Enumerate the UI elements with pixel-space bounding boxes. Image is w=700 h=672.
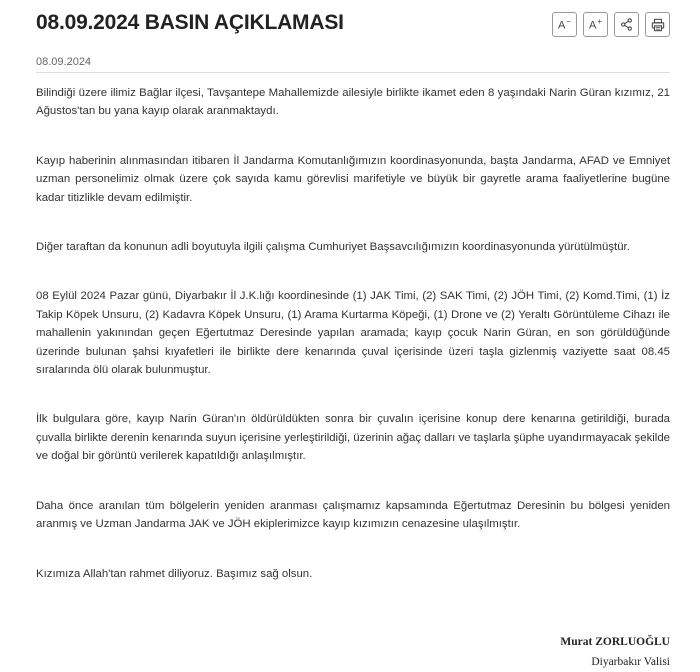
signature-name: Murat ZORLUOĞLU bbox=[560, 636, 670, 648]
signature-title: Diyarbakır Valisi bbox=[591, 656, 670, 668]
font-increase-icon: A+ bbox=[588, 17, 602, 32]
font-increase-button[interactable] bbox=[583, 12, 608, 37]
article-toolbar bbox=[552, 12, 670, 37]
paragraph: İlk bulgulara göre, kayıp Narin Güran'ın öldürüldükten sonra bir çuvalın içerisine konup dere kenarına getirildiği, burada çuvalla birlikte derenin kenarında suyun içerisine yerleştirildiği, üzerinin ağaç dalları ve taşlarla şüphe uyandırmayacak şekilde ve doğal bir görüntü verilerek kapatıldığı anlaşılmıştır. bbox=[36, 413, 670, 463]
print-button[interactable] bbox=[645, 12, 670, 37]
page-title: 08.09.2024 BASIN AÇIKLAMASI bbox=[36, 11, 344, 34]
font-decrease-icon: A− bbox=[557, 17, 571, 32]
paragraph: Bilindiği üzere ilimiz Bağlar ilçesi, Tavşantepe Mahallemizde ailesiyle birlikte ikamet eden 8 yaşındaki Narin Güran kızımız, 21 Ağustos'tan bu yana kayıp olarak aranmaktaydı. bbox=[36, 87, 670, 118]
article-header bbox=[36, 8, 670, 42]
paragraph: Kayıp haberinin alınmasından itibaren İl Jandarma Komutanlığımızın koordinasyonunda, başta Jandarma, AFAD ve Emniyet uzman personelimiz olmak üzere çok sayıda kamu görevlisi marifetiyle ve büyük bir gayretle arama faaliyetlerine bugüne kadar titizlikle devam edilmiştir. bbox=[36, 154, 670, 204]
article-body bbox=[36, 84, 670, 583]
share-icon bbox=[620, 18, 633, 31]
publish-date: 08.09.2024 bbox=[36, 56, 92, 68]
paragraph: 08 Eylül 2024 Pazar günü, Diyarbakır İl J.K.lığı koordinesinde (1) JAK Timi, (2) SAK Timi, (2) JÖH Timi, (2) Komd.Timi, (1) İz Takip Köpek Unsuru, (2) Kadavra Köpek Unsuru, (1) Arama Kurtarma Köpeği, (1) Drone ve (2) Yeraltı Görüntüleme Cihazı ile mahallenin yakınından geçen Eğertutmaz Deresinde yapılan aramada; kayıp çocuk Narin Güran, en son görüldüğünde üzerinde bulunan şahsi kıyafetleri ile birlikte dere kenarında çuval içerisinde üzeri taşla gizlenmiş vaziyette saat 08.45 sıralarında ölü olarak bulunmuştur. bbox=[36, 290, 670, 377]
header-divider bbox=[36, 72, 670, 73]
font-decrease-button[interactable] bbox=[552, 12, 577, 37]
print-icon bbox=[651, 18, 665, 32]
paragraph: Daha önce aranılan tüm bölgelerin yeniden aranması çalışmamız kapsamında Eğertutmaz Deresinin bu bölgesi yeniden aranmış ve Uzman Jandarma JAK ve JÖH ekiplerimizce kayıp kızımızın cenazesine ulaşılmıştır. bbox=[36, 499, 670, 531]
share-button[interactable] bbox=[614, 12, 639, 37]
paragraph: Kızımıza Allah'tan rahmet diliyoruz. Başımız sağ olsun. bbox=[36, 567, 313, 580]
paragraph: Diğer taraftan da konunun adli boyutuyla ilgili çalışma Cumhuriyet Başsavcılığımızın koordinasyonunda yürütülmüştür. bbox=[36, 241, 630, 254]
